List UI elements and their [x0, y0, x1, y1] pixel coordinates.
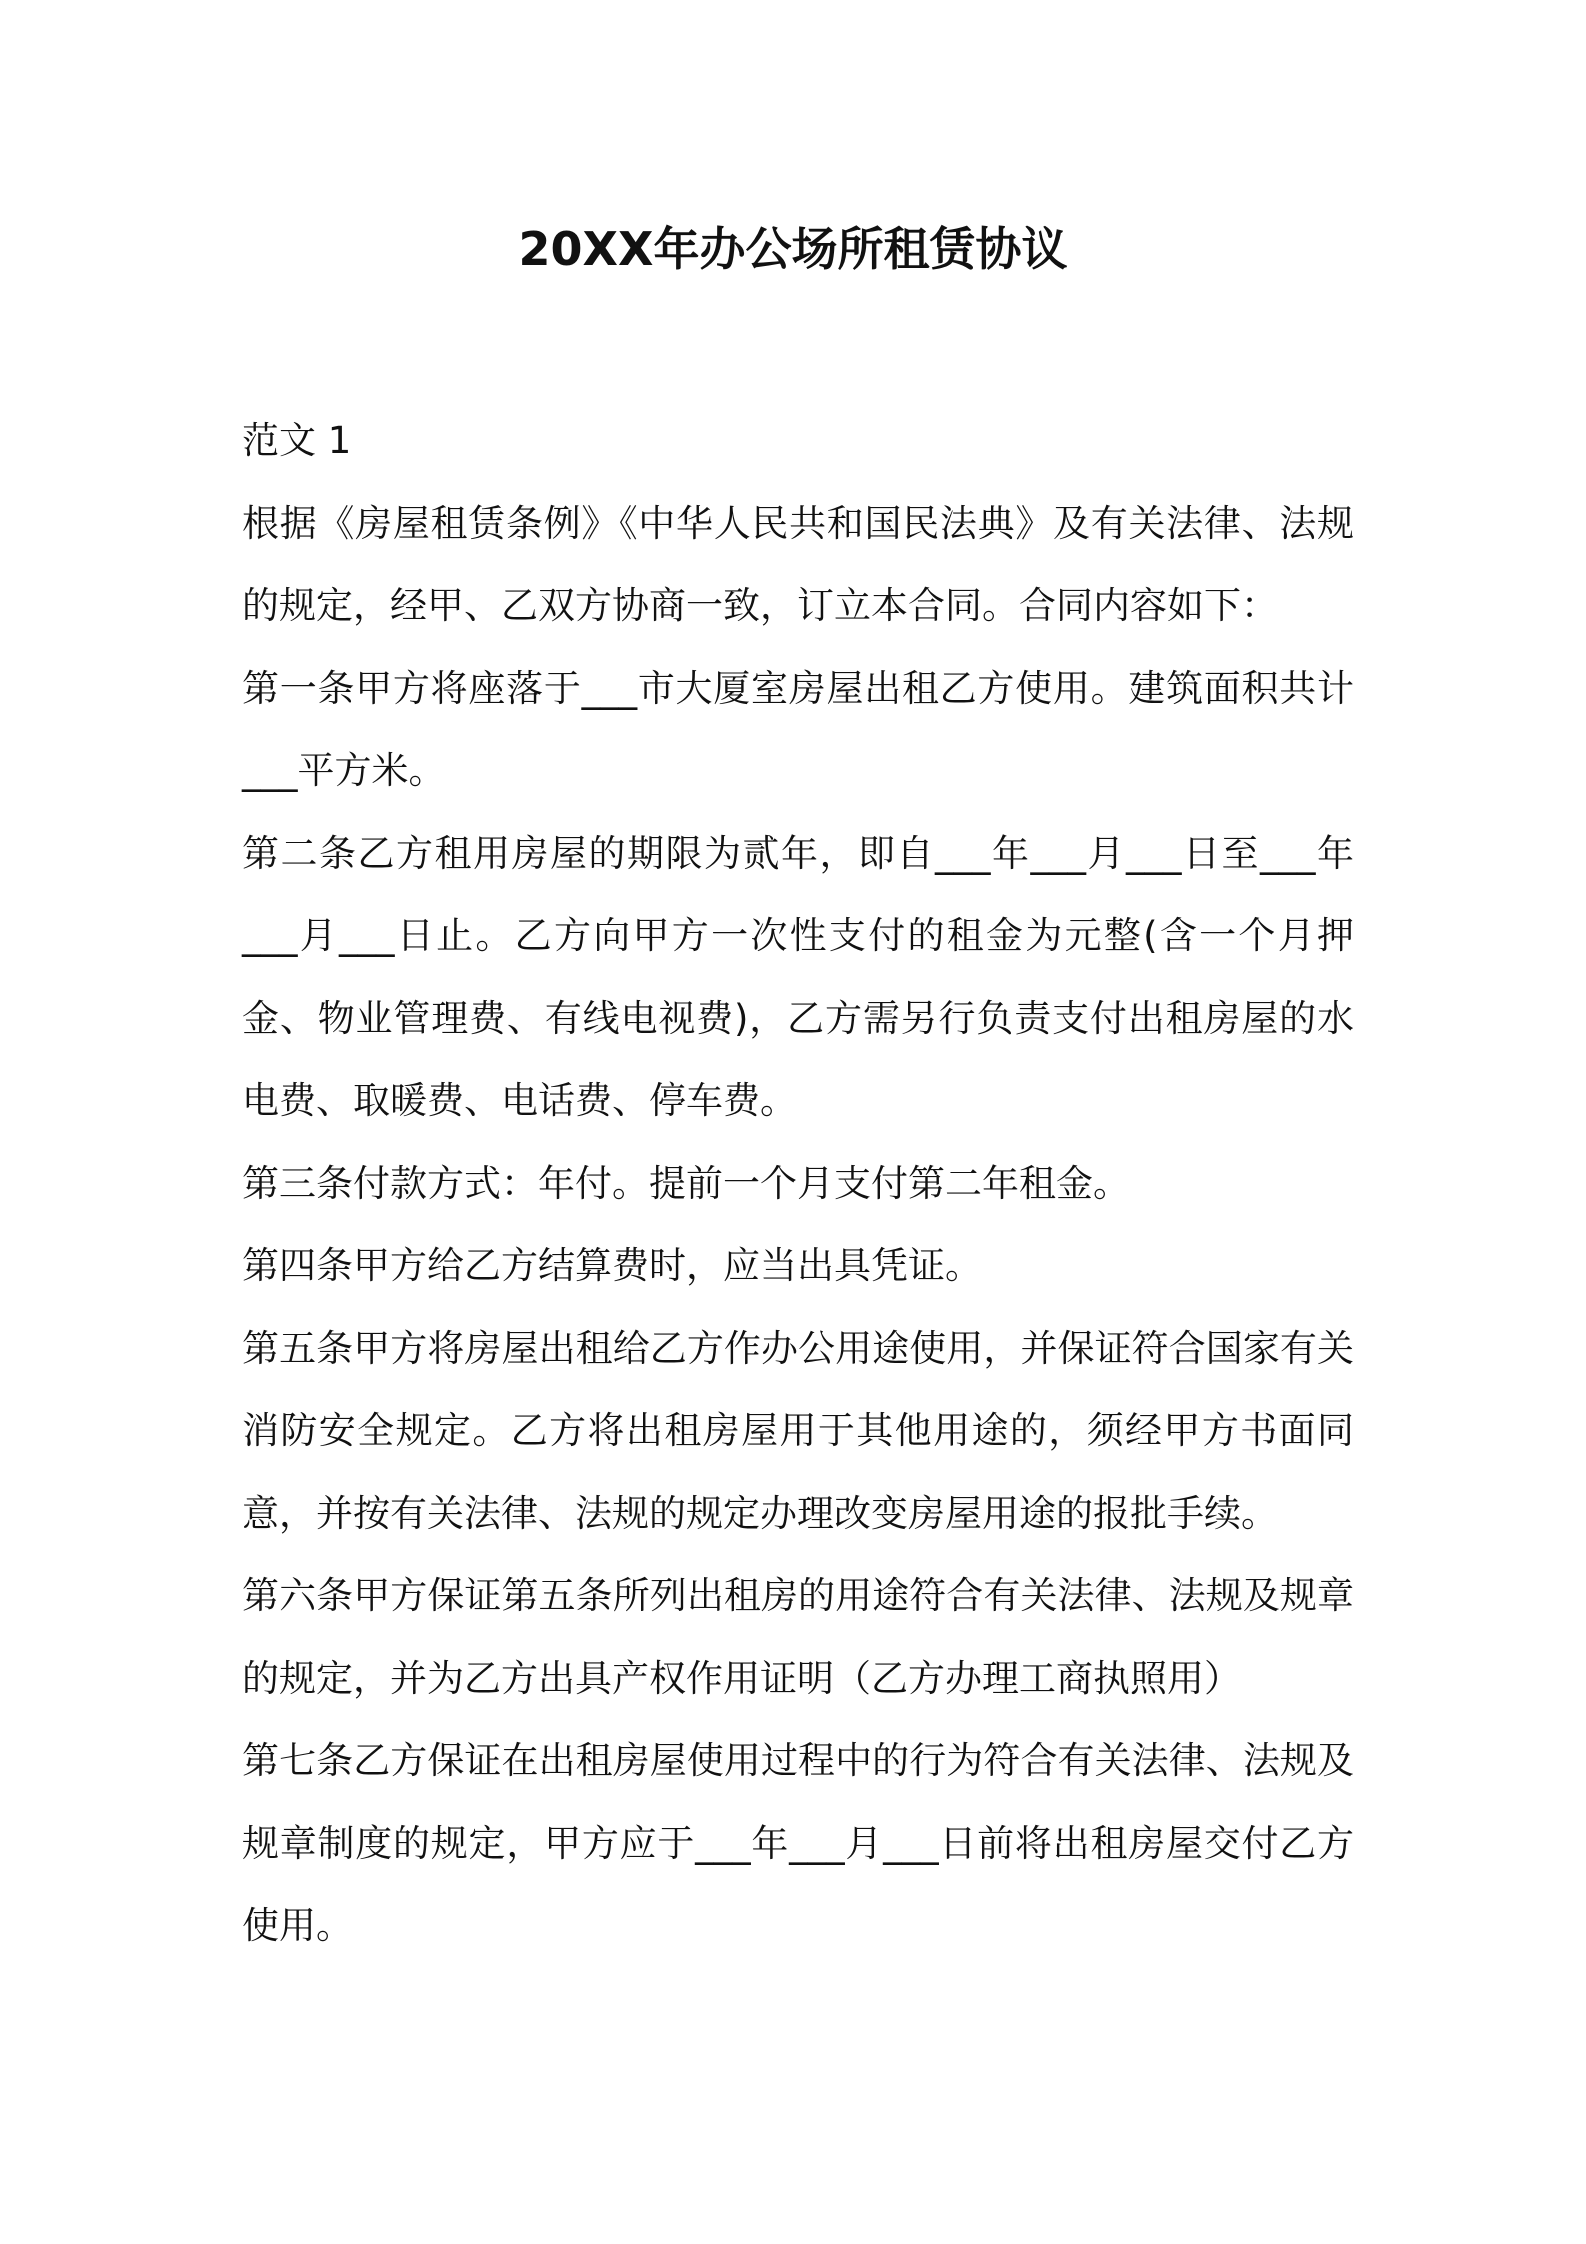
paragraph-article-4: 第四条甲方给乙方结算费时，应当出具凭证。 — [242, 1244, 982, 1287]
paragraph-article-1: 第一条甲方将座落于___市大厦室房屋出租乙方使用。建筑面积共计___平方米。 — [242, 666, 1354, 792]
paragraph-article-2: 第二条乙方租用房屋的期限为贰年，即自___年___月___日至___年___月___日止。乙方向甲方一次性支付的租金为元整(含一个月押金、物业管理费、有线电视费)，乙方需另行负责支付出租房屋的水电费、取暖费、电话费、停车费。 — [242, 831, 1354, 1122]
paragraph-article-6: 第六条甲方保证第五条所列出租房的用途符合有关法律、法规及规章的规定，并为乙方出具产权作用证明（乙方办理工商执照用） — [242, 1574, 1354, 1700]
document-title: 20XX年办公场所租赁协议 — [518, 222, 1068, 276]
paragraph-article-5: 第五条甲方将房屋出租给乙方作办公用途使用，并保证符合国家有关消防安全规定。乙方将出租房屋用于其他用途的，须经甲方书面同意，并按有关法律、法规的规定办理改变房屋用途的报批手续。 — [242, 1326, 1354, 1535]
paragraph-article-3: 第三条付款方式：年付。提前一个月支付第二年租金。 — [242, 1161, 1130, 1205]
section-label: 范文 1 — [242, 419, 352, 462]
paragraph-article-7: 第七条乙方保证在出租房屋使用过程中的行为符合有关法律、法规及规章制度的规定，甲方应于___年___月___日前将出租房屋交付乙方使用。 — [242, 1739, 1354, 1947]
paragraph-preamble: 根据《房屋租赁条例》《中华人民共和国民法典》及有关法律、法规的规定，经甲、乙双方协商一致，订立本合同。合同内容如下： — [242, 501, 1354, 627]
document-body — [242, 400, 1354, 1968]
